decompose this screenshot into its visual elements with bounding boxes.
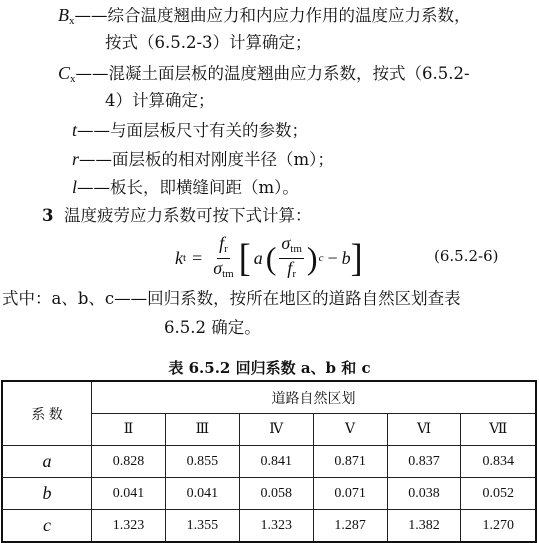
def-text: 综合温度翘曲应力和内应力作用的温度应力系数， [107, 6, 471, 25]
table-header-row-1 [2, 381, 536, 414]
symbol: B [58, 5, 69, 25]
table-row [2, 446, 536, 478]
item-number: 3 [42, 206, 54, 225]
column-header: Ⅴ [313, 414, 387, 446]
table-cell: 0.052 [461, 478, 536, 510]
column-header: Ⅶ [461, 414, 536, 446]
dash: —— [77, 178, 111, 197]
fr-sub: r [292, 267, 296, 280]
fraction-fr-sigma [211, 234, 236, 283]
column-header: Ⅲ [165, 414, 239, 446]
dash: —— [79, 150, 113, 169]
table-cell: 0.041 [92, 478, 166, 510]
left-paren: ( [265, 240, 277, 276]
dash: —— [77, 121, 111, 140]
group-header-cell: 道路自然区划 [92, 381, 537, 414]
table-cell: 0.855 [165, 446, 239, 478]
equals-sign: = [192, 247, 203, 268]
symbol: t [72, 120, 78, 140]
fr-sub: r [224, 242, 228, 255]
def-text: 与面层板尺寸有关的参数； [110, 121, 309, 140]
left-bracket: [ [238, 236, 251, 280]
symbol-sub: x [70, 73, 76, 85]
symbol: C [58, 63, 71, 83]
row-label: a [2, 446, 92, 478]
table-caption: 表 6.5.2 回归系数 a、b 和 c [168, 359, 371, 377]
def-bx-cont: 按式（6.5.2-3）计算确定； [105, 33, 312, 52]
formula-b: b [341, 247, 351, 268]
right-bracket: ] [350, 236, 363, 280]
def-cx [58, 62, 470, 90]
formula-k: k [175, 247, 183, 268]
sigma-sub: tm [222, 267, 234, 280]
table-cell: 1.287 [313, 510, 387, 543]
table-cell: 1.270 [461, 510, 536, 543]
def-t [72, 119, 308, 142]
fraction-sigma-fr [279, 234, 304, 283]
def-text: 面层板的相对刚度半径（m）； [112, 150, 334, 169]
minus-sign: − [327, 247, 338, 268]
table-cell: 0.041 [165, 478, 239, 510]
formula-6-5-2-6 [175, 232, 363, 280]
table-cell: 0.828 [92, 446, 166, 478]
equation-number: (6.5.2-6) [434, 247, 499, 265]
where-line-1: 式中：a、b、c——回归系数，按所在地区的道路自然区划查表 [2, 289, 461, 308]
regression-coefficients-table [1, 380, 537, 543]
table-row [2, 478, 536, 510]
table-cell: 0.834 [461, 446, 536, 478]
table-cell: 0.871 [313, 446, 387, 478]
row-label: c [2, 510, 92, 543]
item-3 [42, 205, 311, 227]
table-cell: 0.038 [387, 478, 461, 510]
dash: —— [74, 6, 108, 25]
symbol: l [72, 177, 78, 197]
table-cell: 1.382 [387, 510, 461, 543]
column-header: Ⅱ [92, 414, 166, 446]
where-line-2: 6.5.2 确定。 [164, 318, 261, 337]
column-header: Ⅵ [387, 414, 461, 446]
def-text: 板长，即横缝间距（m）。 [110, 178, 299, 197]
table-row [2, 510, 536, 543]
row-header-cell: 系 数 [2, 381, 92, 446]
table-cell: 1.323 [239, 510, 313, 543]
def-bx [58, 4, 471, 32]
column-header: Ⅳ [239, 414, 313, 446]
exponent-c: c [318, 252, 324, 264]
sigma-sub: tm [290, 242, 302, 255]
def-cx-cont: 4）计算确定； [105, 91, 215, 110]
def-text: 混凝土面层板的温度翘曲应力系数，按式（6.5.2- [108, 64, 470, 83]
table-cell: 0.837 [387, 446, 461, 478]
symbol-sub: x [69, 15, 75, 27]
formula-a: a [253, 247, 263, 268]
item-text: 温度疲劳应力系数可按下式计算： [63, 206, 312, 225]
def-r [72, 148, 334, 171]
row-label: b [2, 478, 92, 510]
fr-symbol: f [219, 232, 225, 253]
formula-k-sub: t [183, 252, 187, 264]
def-l [72, 176, 299, 199]
table-cell: 0.071 [313, 478, 387, 510]
table-cell: 0.841 [239, 446, 313, 478]
fr-symbol: f [287, 257, 293, 278]
table-cell: 0.058 [239, 478, 313, 510]
right-paren: ) [306, 240, 318, 276]
table-cell: 1.355 [165, 510, 239, 543]
sigma-symbol: σ [281, 232, 291, 253]
sigma-symbol: σ [213, 257, 223, 278]
table-cell: 1.323 [92, 510, 166, 543]
symbol: r [72, 149, 80, 169]
dash: —— [75, 64, 109, 83]
